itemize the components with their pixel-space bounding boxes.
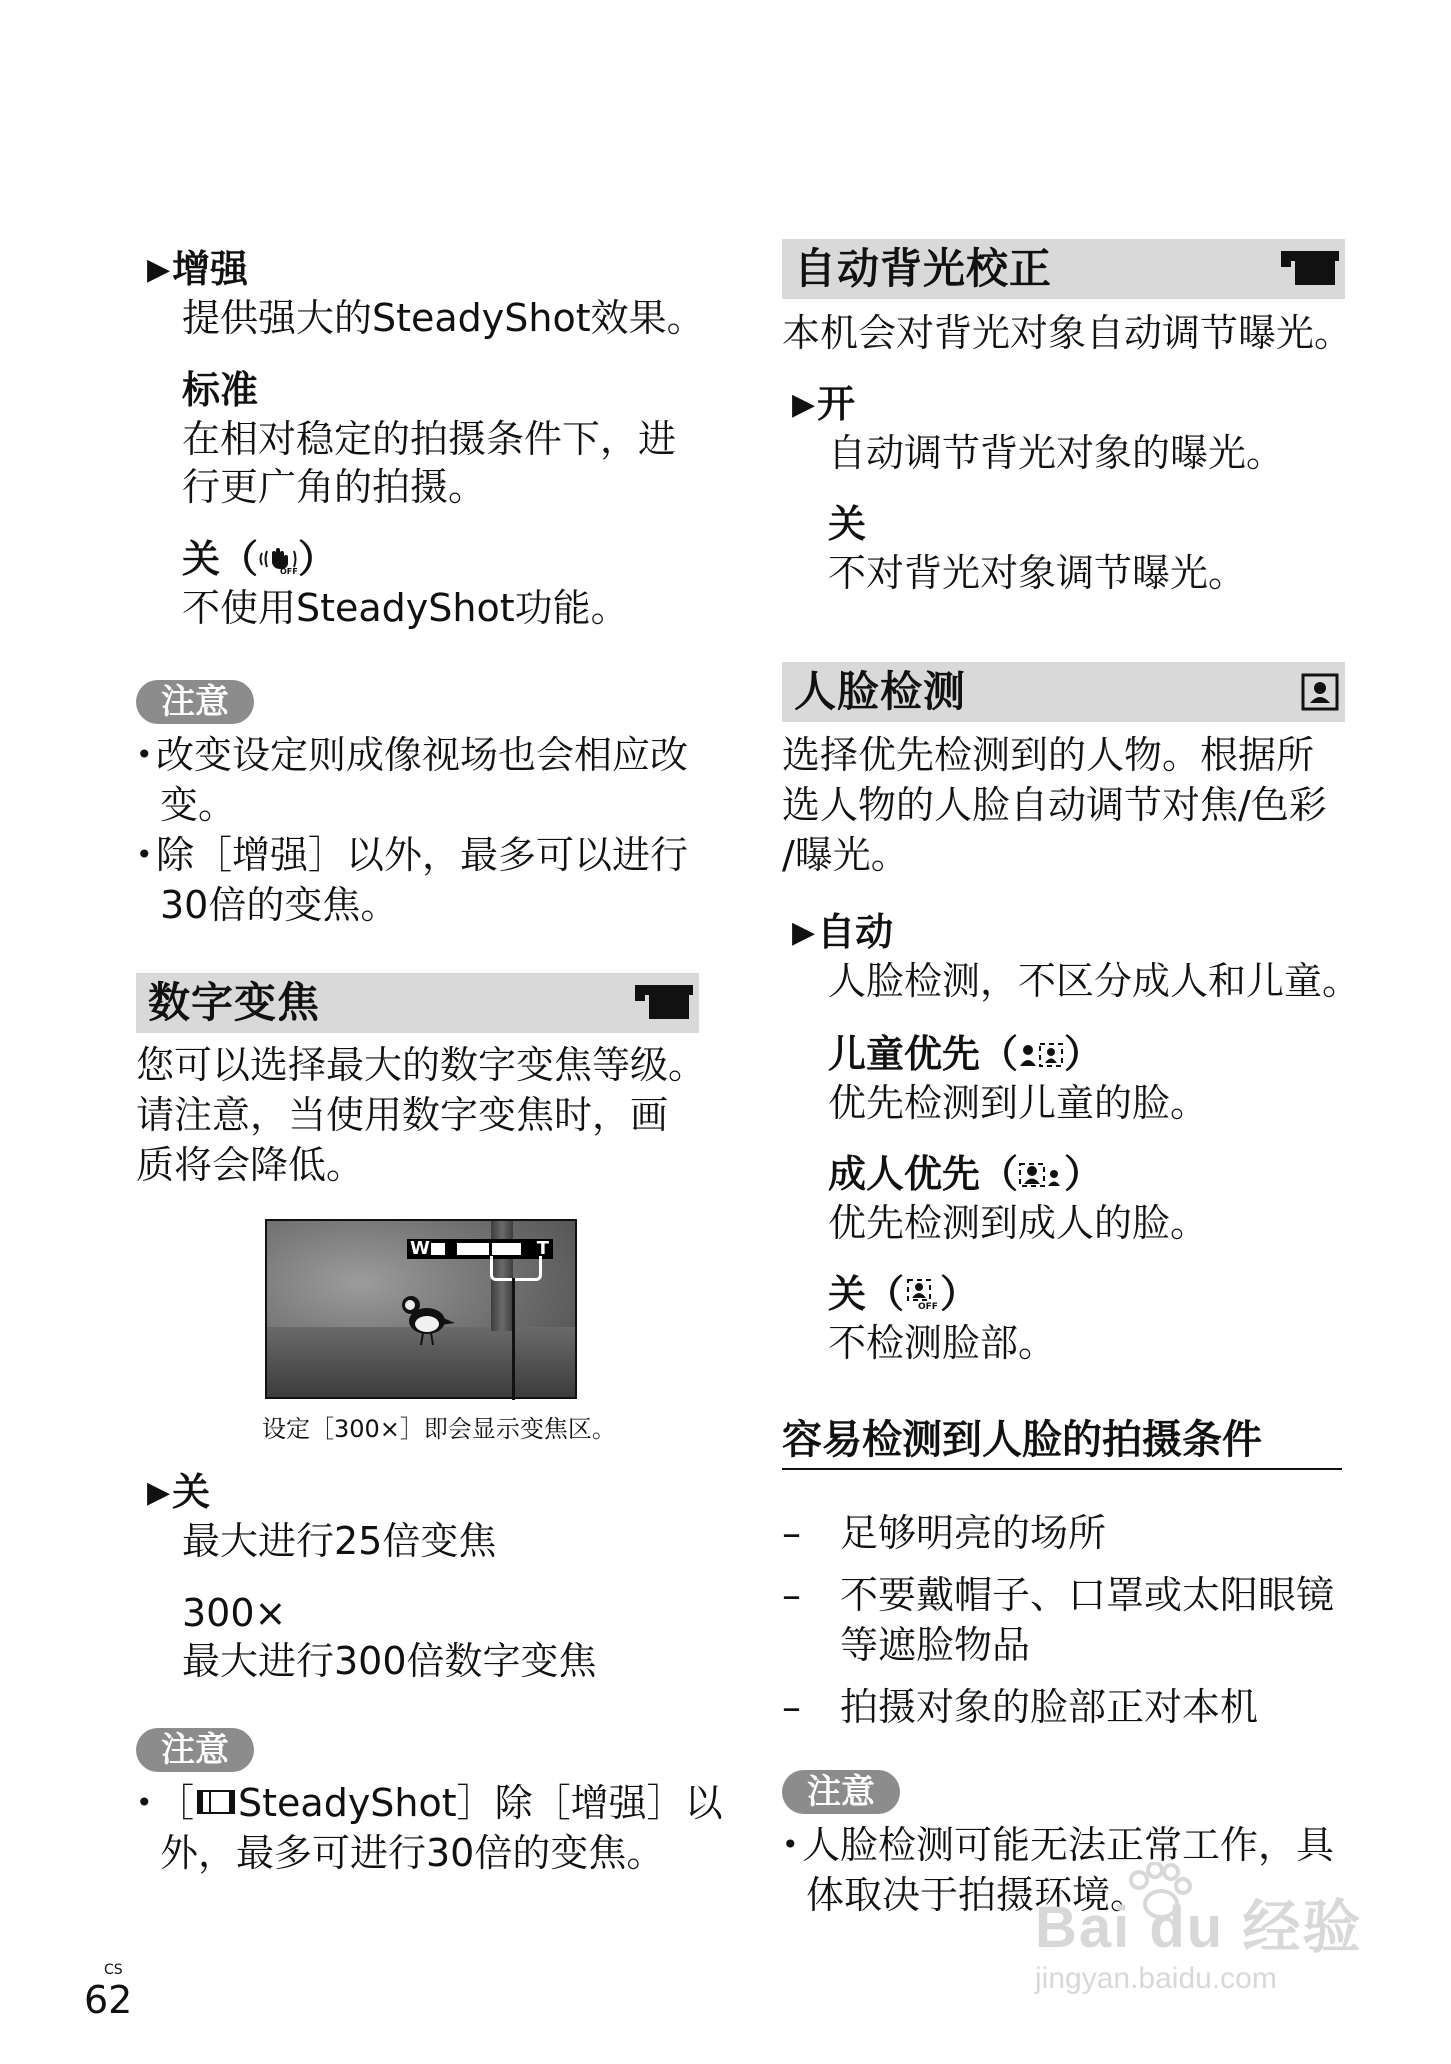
- face-option-auto-desc: 人脸检测，不区分成人和儿童。: [828, 959, 1361, 1003]
- zoom-wide-label: W: [410, 1238, 430, 1259]
- option-standard-title: 标准: [182, 368, 259, 412]
- condition-item: – 拍摄对象的脸部正对本机: [782, 1685, 1259, 1729]
- zoom-option-off-desc: 最大进行25倍变焦: [182, 1519, 497, 1563]
- backlight-option-off-desc: 不对背光对象调节曝光。: [828, 551, 1247, 595]
- zoom-position-marker: [445, 1243, 457, 1255]
- page-number: 62: [84, 1978, 133, 2022]
- backlight-intro: 本机会对背光对象自动调节曝光。: [782, 311, 1353, 355]
- option-standard-desc-line2: 行更广角的拍摄。: [182, 465, 487, 509]
- note2-bullet1-cont: 外，最多可进行30倍的变焦。: [160, 1831, 665, 1875]
- svg-text:OFF: OFF: [918, 1301, 938, 1310]
- face-detection-off-icon: [904, 1273, 940, 1321]
- note-badge: 注意: [136, 1728, 254, 1772]
- zoom-tele-label: T: [536, 1238, 549, 1259]
- page-language-code: CS: [104, 1962, 123, 1978]
- option-off-desc: 不使用SteadyShot功能。: [182, 586, 629, 630]
- note-badge: 注意: [782, 1770, 900, 1814]
- zoom-optical-limit-mark: [489, 1242, 492, 1256]
- zoom-option-off-title: ▶关: [147, 1470, 211, 1514]
- face-intro-line1: 选择优先检测到的人物。根据所: [782, 733, 1315, 777]
- option-enhanced-desc: 提供强大的SteadyShot效果。: [182, 296, 705, 340]
- backlight-heading: [782, 239, 1345, 299]
- bird-image: [397, 1287, 457, 1347]
- watermark-url: jingyan.baidu.com: [1035, 1962, 1277, 1995]
- note2-bullet1: •［ SteadyShot］除［增强］以: [136, 1778, 723, 1831]
- face-option-auto-title: ▶自动: [792, 910, 894, 954]
- note-badge: 注意: [136, 680, 254, 724]
- digital-zoom-intro-line2: 请注意，当使用数字变焦时，画: [136, 1093, 669, 1137]
- zoom-option-300x-desc: 最大进行300倍数字变焦: [182, 1639, 597, 1683]
- selected-arrow-icon: ▶: [792, 387, 816, 422]
- face-intro-line3: /曝光。: [782, 833, 909, 877]
- face-detection-icon: [1301, 673, 1339, 715]
- child-priority-icon: [1018, 1033, 1064, 1081]
- conditions-heading: 容易检测到人脸的拍摄条件: [782, 1416, 1342, 1470]
- selected-arrow-icon: ▶: [147, 252, 171, 287]
- face-option-adult-desc: 优先检测到成人的脸。: [828, 1201, 1209, 1245]
- section-title: 数字变焦: [148, 978, 321, 1027]
- face-option-child-desc: 优先检测到儿童的脸。: [828, 1081, 1209, 1125]
- adult-priority-icon: [1018, 1153, 1064, 1201]
- face-option-off-title: 关（ OFF ）: [828, 1270, 978, 1321]
- note1-bullet1-cont: 变。: [160, 783, 237, 827]
- svg-text:OFF: OFF: [280, 566, 298, 575]
- digital-zoom-intro-line3: 质将会降低。: [136, 1143, 365, 1187]
- backlight-option-off-title: 关: [828, 502, 867, 546]
- caption-leader-line: [512, 1278, 515, 1400]
- face-intro-line2: 选人物的人脸自动调节对焦/色彩: [782, 783, 1327, 827]
- backlight-option-on-title: ▶开: [792, 382, 856, 426]
- digital-zoom-area-bracket: [490, 1256, 542, 1281]
- backlight-option-on-desc: 自动调节背光对象的曝光。: [828, 431, 1285, 475]
- selected-arrow-icon: ▶: [147, 1475, 171, 1510]
- condition-item-cont: 等遮脸物品: [840, 1623, 1031, 1667]
- movie-mode-icon: [635, 981, 693, 1023]
- face-option-child-title: 儿童优先（ ）: [828, 1030, 1102, 1081]
- face-option-adult-title: 成人优先（ ）: [828, 1150, 1102, 1201]
- selected-arrow-icon: ▶: [792, 915, 816, 950]
- movie-mode-icon: [1281, 247, 1339, 289]
- film-steadyshot-icon: [194, 1781, 238, 1831]
- condition-item: – 不要戴帽子、口罩或太阳眼镜: [782, 1573, 1335, 1617]
- photo-caption: 设定［300×］即会显示变焦区。: [262, 1415, 616, 1443]
- note3-bullet1: •人脸检测可能无法正常工作，具: [782, 1823, 1335, 1867]
- face-detection-heading: [782, 662, 1345, 722]
- section-title: 自动背光校正: [794, 244, 1053, 293]
- zoom-example-photo: [265, 1219, 577, 1399]
- digital-zoom-heading: [136, 973, 699, 1033]
- note1-bullet1: •改变设定则成像视场也会相应改: [136, 733, 689, 777]
- digital-zoom-intro-line1: 您可以选择最大的数字变焦等级。: [136, 1043, 707, 1087]
- watermark-brand: Bai du 经验: [1035, 1895, 1363, 1960]
- note3-bullet1-cont: 体取决于拍摄环境。: [806, 1873, 1149, 1917]
- section-title: 人脸检测: [794, 667, 967, 716]
- zoom-option-300x-title: 300×: [182, 1591, 287, 1635]
- option-enhanced-title: ▶增强: [147, 247, 249, 291]
- option-standard-desc-line1: 在相对稳定的拍摄条件下，进: [182, 417, 677, 461]
- face-option-off-desc: 不检测脸部。: [828, 1321, 1057, 1365]
- condition-item: – 足够明亮的场所: [782, 1511, 1107, 1555]
- option-off-title: 关（ OFF ）: [182, 535, 336, 586]
- note1-bullet2: •除［增强］以外，最多可以进行: [136, 833, 689, 877]
- steadyshot-off-icon: [258, 538, 298, 586]
- note1-bullet2-cont: 30倍的变焦。: [160, 883, 399, 927]
